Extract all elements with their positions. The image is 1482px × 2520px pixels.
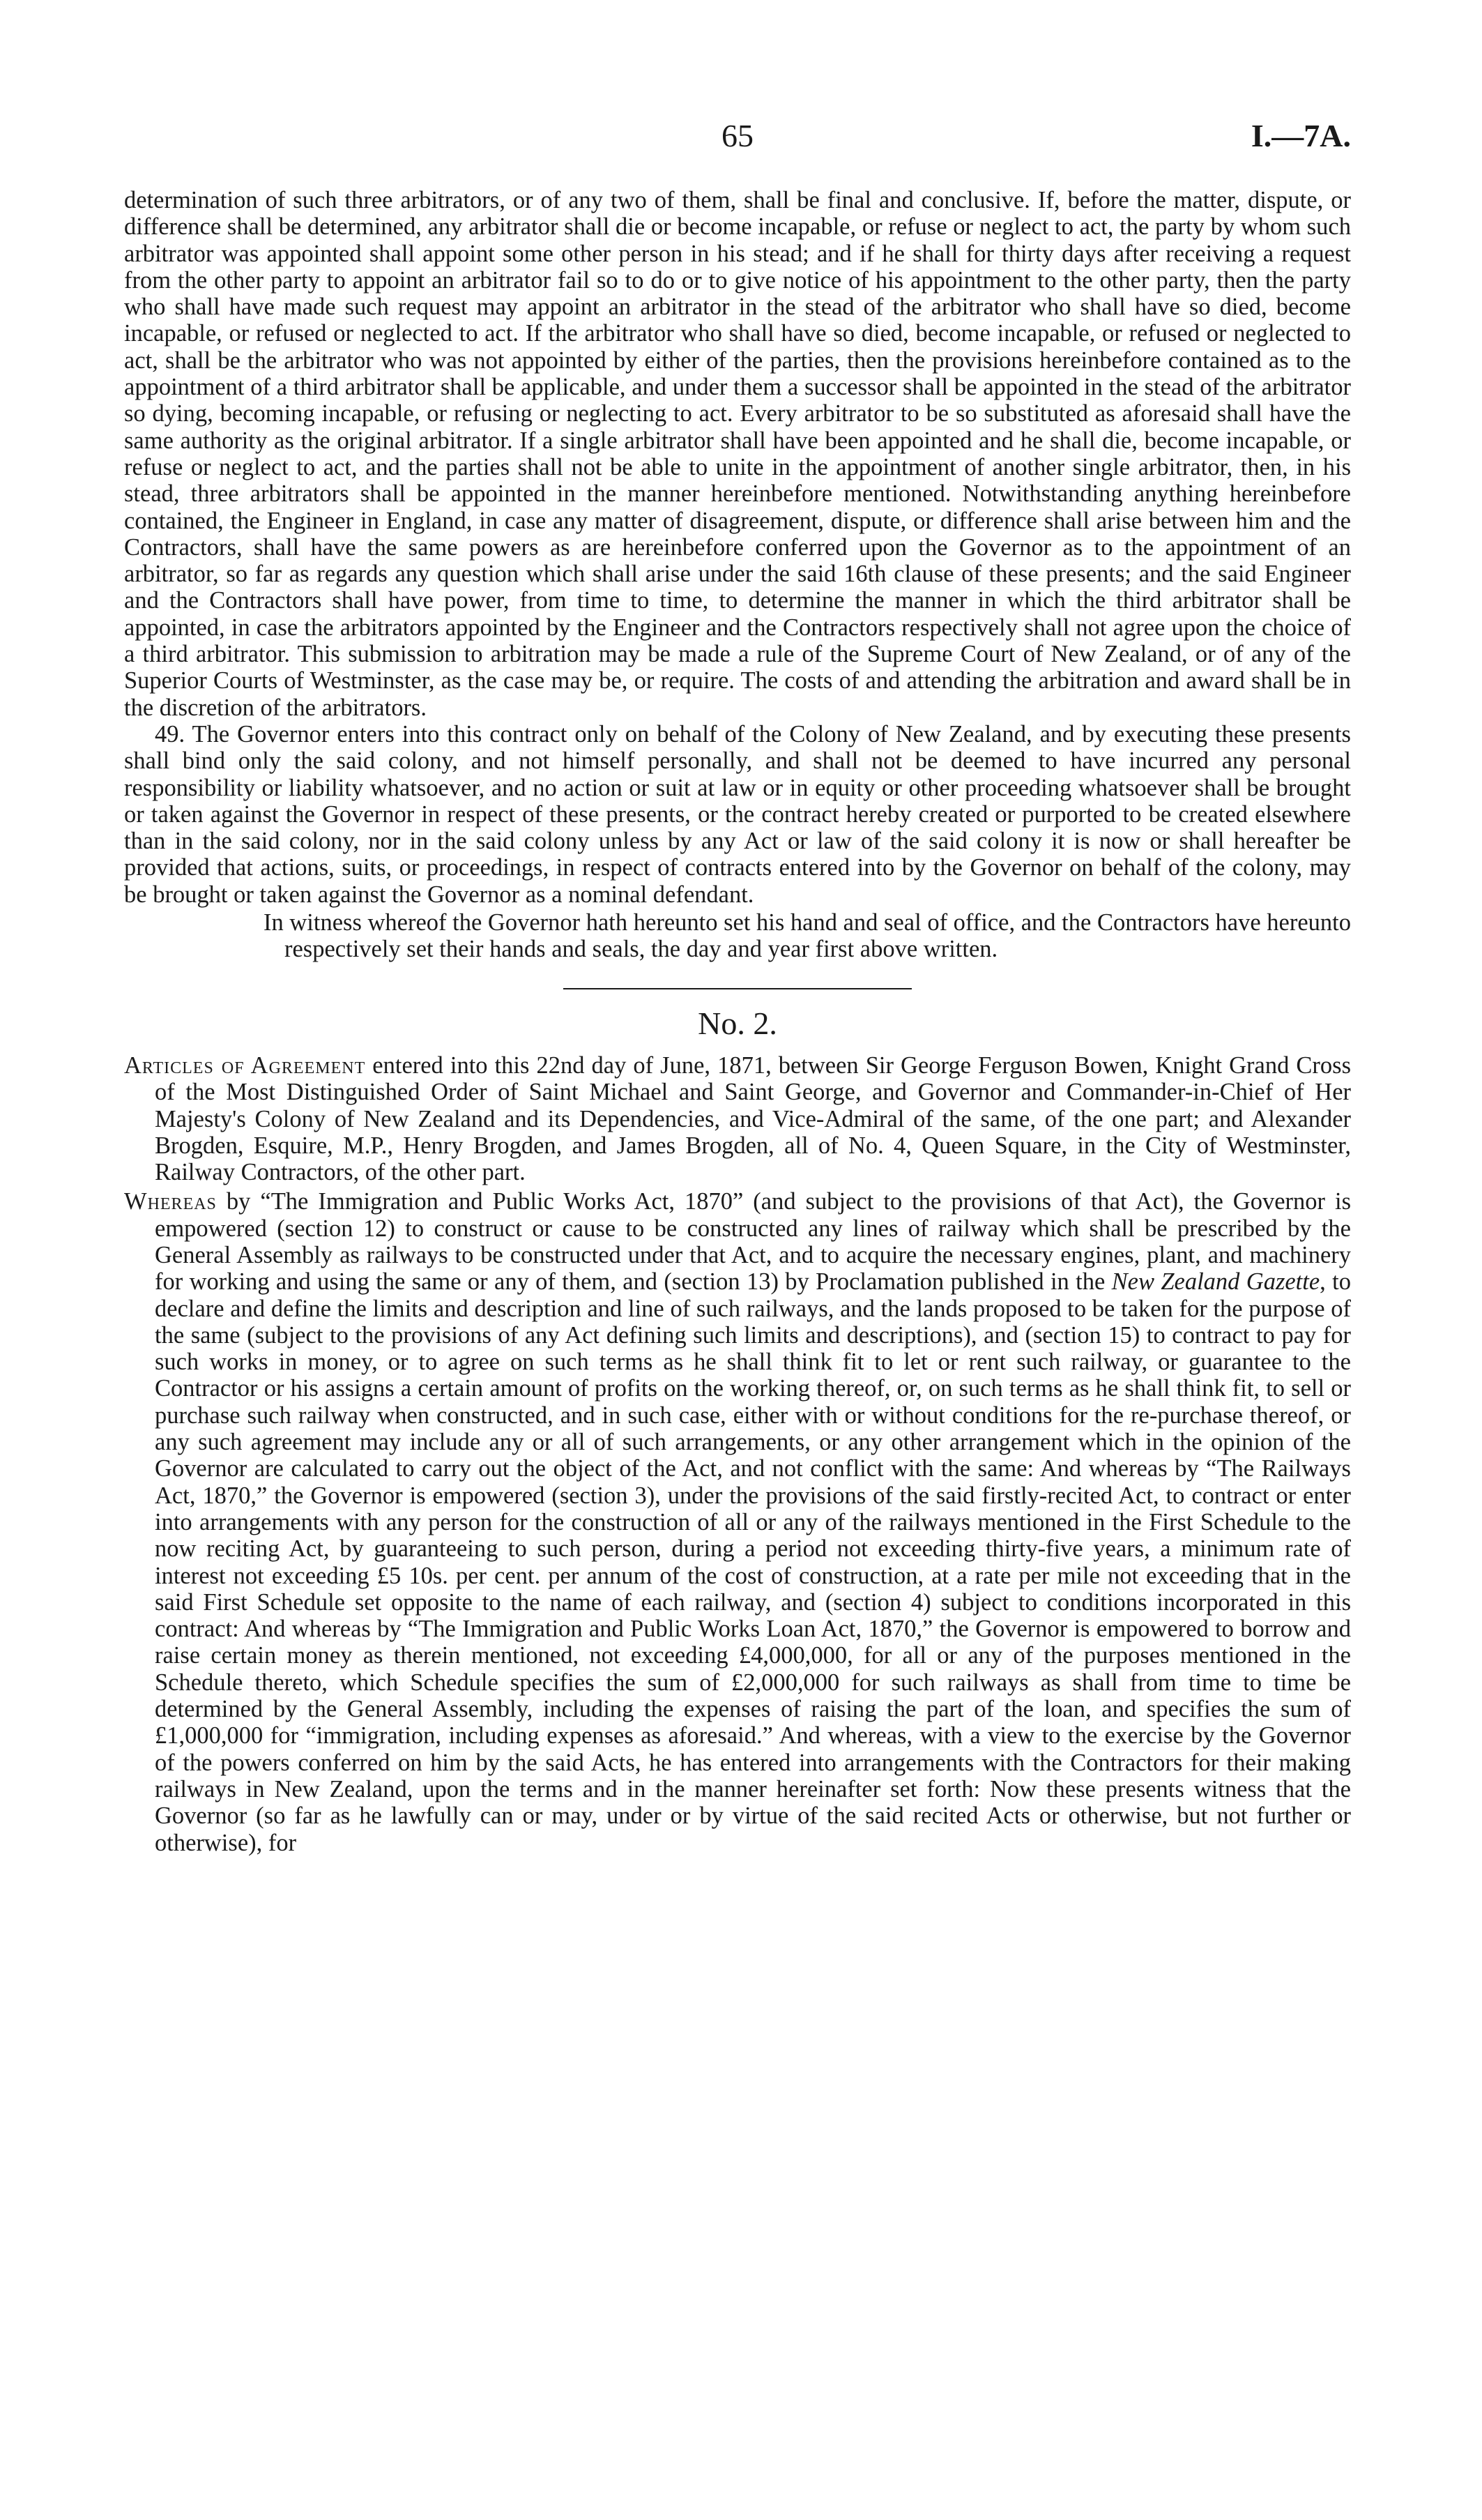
- whereas-lead: Whereas: [124, 1188, 217, 1215]
- whereas-part1: by “The Immigration and Public Works Act, 1870” (and subject to the provisions of that Act), the Governor is empowered (section 12) to construct or cause to be constructed any lines of railway which shall be prescribed by the General Assembly as railways to be constructed under that Act, and to acquire the necessary engines, plant, and machinery for working and using the same or any of them, and (section 13) by Proclamation published in the: [155, 1188, 1351, 1296]
- page-header: [124, 117, 1351, 152]
- section-heading: No. 2.: [698, 1005, 777, 1041]
- clause-49: 49. The Governor enters into this contract only on behalf of the Colony of New Zealand, and by executing these presents shall bind only the said colony, and not himself personally, and shall not be deemed to have incurred any personal responsibility or liability whatsoever, and no action or suit at law or in equity or other proceeding whatsoever shall be brought or taken against the Governor in respect of these presents, or the contract hereby created or purported to be created elsewhere than in the said colony, nor in the said colony unless by any Act or law of the said colony it is now or shall hereafter be provided that actions, suits, or proceedings, in respect of contracts entered into by the Governor on behalf of the colony, may be brought or taken against the Governor as a nominal defendant.: [124, 720, 1351, 908]
- paper-reference: I.—7A.: [1251, 118, 1351, 153]
- articles-text: entered into this 22nd day of June, 1871, between Sir George Ferguson Bowen, Knight Grand Cross of the Most Distinguished Order of Saint Michael and Saint George, and Governor and Commander-in-Chief of Her Majesty's Colony of New Zealand and its Dependencies, and Vice-Admiral of the same, of the one part; and Alexander Brogden, Esquire, M.P., Henry Brogden, and James Brogden, all of No. 4, Queen Square, in the City of Westminster, Railway Contractors, of the other part.: [155, 1052, 1351, 1186]
- articles-lead: Articles of Agreement: [124, 1052, 366, 1079]
- clause-48-continuation: determination of such three arbitrators, or of any two of them, shall be final and conclusive. If, before the matter, dispute, or difference shall be determined, any arbitrator shall die or become incapable, or refuse or neglect to act, the party by whom such arbitrator was appointed shall appoint some other person in his stead; and if he shall for thirty days after receiving a request from the other party to appoint an arbitrator fail so to do or to give notice of his appointment to the other party, then the party who shall have made such request may appoint an arbitrator in the stead of the arbitrator who shall have so died, become incapable, or refused or neglected to act. If the arbitrator who shall have so died, become incapable, or refused or neglected to act, shall be the arbitrator who was not appointed by either of the parties, then the provisions hereinbefore contained as to the appointment of a third arbitrator shall be applicable, and under them a successor shall be appointed in the stead of the arbitrator so dying, becoming incapable, or refusing or neglecting to act. Every arbitrator to be so substituted as aforesaid shall have the same authority as the original arbitrator. If a single arbitrator shall have been appointed and he shall die, become incapable, or refuse or neglect to act, and the parties shall not be able to unite in the appointment of another single arbitrator, then, in his stead, three arbitrators shall be appointed in the manner hereinbefore mentioned. Notwithstanding anything hereinbefore contained, the Engineer in England, in case any matter of disagreement, dispute, or difference shall arise between him and the Contractors, shall have the same powers as are hereinbefore conferred upon the Governor as to the appointment of an arbitrator, so far as regards any question which shall arise under the said 16th clause of these presents; and the said Engineer and the Contractors shall have power, from time to time, to determine the manner in which the third arbitrator shall be appointed, in case the arbitrators appointed by the Engineer and the Contractors respectively shall not agree upon the choice of a third arbitrator. This submission to arbitration may be made a rule of the Supreme Court of New Zealand, or of any of the Superior Courts of Westminster, as the case may be, or require. The costs of and attending the arbitration and award shall be in the discretion of the arbitrators.: [124, 187, 1351, 721]
- page-number: 65: [721, 118, 754, 153]
- section-divider: [563, 988, 912, 989]
- whereas-part2: , to declare and define the limits and description and line of such railways, and the lands proposed to be taken for the purpose of the same (subject to the provisions of any Act defining such limits and descriptions), and (section 15) to contract to pay for such works in money, or to agree on such terms as he shall think fit to let or rent such railway, or guarantee to the Contractor or his assigns a certain amount of profits on the working thereof, or, on such terms as he shall think fit, to sell or purchase such railway when constructed, and in such case, either with or without conditions for the re-purchase thereof, or any such agreement may include any or all of such arrangements, or any other arrangement which in the opinion of the Governor are calculated to carry out the object of the Act, and not conflict with the same: And whereas by “The Railways Act, 1870,” the Governor is empowered (section 3), under the provisions of the said firstly-recited Act, to contract or enter into arrangements with any person for the construction of all or any of the railways mentioned in the First Schedule to the now reciting Act, by guaranteeing to such person, during a period not exceeding thirty-five years, a minimum rate of interest not exceeding £5 10s. per cent. per annum of the cost of construction, at a rate per mile not exceeding that in the said First Schedule set opposite to the name of each railway, and (section 4) subject to conditions incorporated in this contract: And whereas by “The Immigration and Public Works Loan Act, 1870,” the Governor is empowered to borrow and raise certain money as therein mentioned, not exceeding £4,000,000, for all or any of the purposes mentioned in the Schedule thereto, which Schedule specifies the sum of £2,000,000 for such railways as shall from time to time be determined by the General Assembly, including the expenses of raising the part of the loan, and specifies the sum of £1,000,000 for “immigration, including expenses as aforesaid.” And whereas, with a view to the exercise by the Governor of the powers conferred on him by the said Acts, he has entered into arrangements with the Contractors for their making railways in New Zealand, upon the terms and in the manner hereinafter set forth: Now these presents witness that the Governor (so far as he lawfully can or may, under or by virtue of the said recited Acts or otherwise, but not further or otherwise), for: [155, 1268, 1351, 1856]
- gazette-title: New Zealand Gazette: [1111, 1268, 1320, 1296]
- articles-of-agreement: [124, 1052, 1351, 1185]
- witness-clause: In witness whereof the Governor hath hereunto set his hand and seal of office, and the Contractors have hereunto respectively set their hands and seals, the day and year first above written.: [263, 909, 1351, 963]
- whereas-recital: [124, 1188, 1351, 1855]
- document-body: [124, 187, 1351, 1856]
